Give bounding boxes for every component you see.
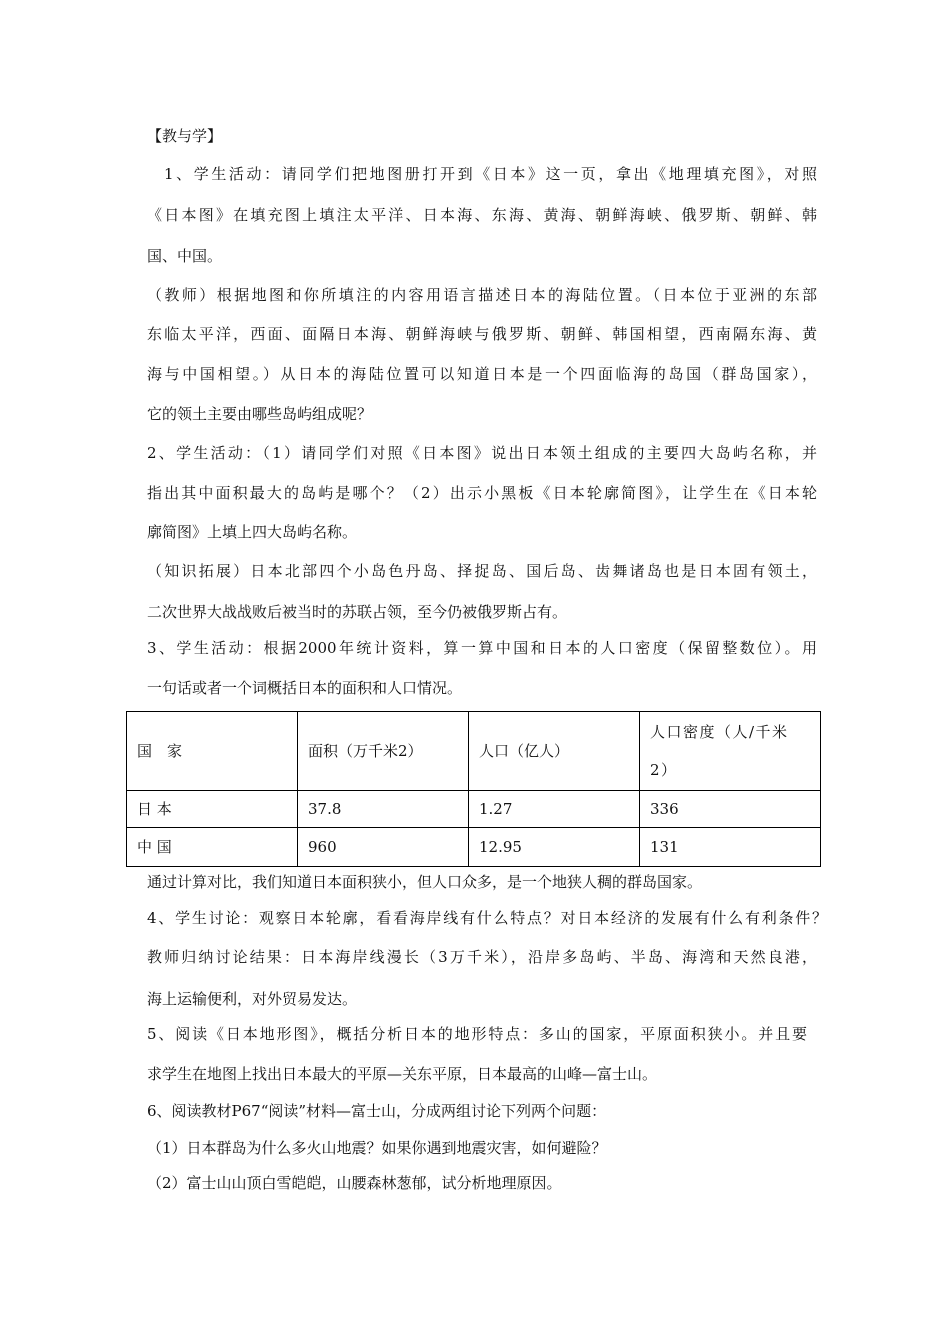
paragraph-line: 5、阅读《日本地形图》，概括分析日本的地形特点：多山的国家，平原面积狭小。并且要: [147, 1025, 807, 1043]
table-cell: 1.27: [469, 791, 640, 828]
table-cell: 131: [640, 828, 821, 867]
table-header-cell: 人口（亿人）: [469, 712, 640, 791]
section-heading: 【教与学】: [147, 127, 223, 145]
paragraph-line: 求学生在地图上找出日本最大的平原—关东平原，日本最高的山峰—富士山。: [147, 1065, 658, 1083]
table-row: [127, 791, 821, 828]
paragraph-line: 东临太平洋，西面、面隔日本海、朝鲜海峡与俄罗斯、朝鲜、韩国相望，西南隔东海、黄: [147, 325, 817, 343]
paragraph-line: 通过计算对比，我们知道日本面积狭小，但人口众多，是一个地狭人稠的群岛国家。: [147, 873, 703, 891]
table-row: [127, 828, 821, 867]
table-cell: 中 国: [127, 828, 298, 867]
density-header-line: 人口密度（人/千米: [650, 723, 789, 741]
paragraph-line: 6、阅读教材P67“阅读”材料—富士山，分成两组讨论下列两个问题：: [147, 1102, 607, 1120]
table-cell: 960: [298, 828, 469, 867]
table-header-cell: [640, 712, 821, 791]
paragraph-line: 《日本图》在填充图上填注太平洋、日本海、东海、黄海、朝鲜海峡、俄罗斯、朝鲜、韩: [147, 206, 817, 224]
paragraph-line: 2、学生活动：（1）请同学们对照《日本图》说出日本领土组成的主要四大岛屿名称，并: [147, 444, 817, 462]
paragraph-line: 二次世界大战战败后被当时的苏联占领，至今仍被俄罗斯占有。: [147, 603, 568, 621]
population-density-table: [126, 711, 821, 867]
paragraph-line: 海上运输便利，对外贸易发达。: [147, 990, 358, 1008]
paragraph-line: 廓简图》上填上四大岛屿名称。: [147, 523, 358, 541]
paragraph-line: 3、学生活动：根据2000年统计资料，算一算中国和日本的人口密度（保留整数位）。用: [147, 639, 817, 657]
paragraph-line: 指出其中面积最大的岛屿是哪个？（2）出示小黑板《日本轮廓简图》，让学生在《日本轮: [147, 484, 817, 502]
table-header-row: [127, 712, 821, 791]
table-cell: 37.8: [298, 791, 469, 828]
table-cell: 日 本: [127, 791, 298, 828]
paragraph-line: 它的领土主要由哪些岛屿组成呢？: [147, 405, 373, 423]
paragraph-line: （1）日本群岛为什么多火山地震？如果你遇到地震灾害，如何避险？: [147, 1139, 607, 1157]
paragraph-line: 1、学生活动：请同学们把地图册打开到《日本》这一页，拿出《地理填充图》，对照: [164, 165, 817, 183]
paragraph-line: 海与中国相望。）从日本的海陆位置可以知道日本是一个四面临海的岛国（群岛国家），: [147, 365, 817, 383]
paragraph-line: （2）富士山山顶白雪皑皑，山腰森林葱郁，试分析地理原因。: [147, 1174, 562, 1192]
density-header-line: 2）: [650, 761, 678, 779]
table-cell: 336: [640, 791, 821, 828]
table-cell: 12.95: [469, 828, 640, 867]
paragraph-line: （教师）根据地图和你所填注的内容用语言描述日本的海陆位置。（日本位于亚洲的东部: [147, 286, 817, 304]
table-header-cell: 面积（万千米2）: [298, 712, 469, 791]
paragraph-line: 国、中国。: [147, 247, 223, 265]
table-header-cell: 国 家: [127, 712, 298, 791]
paragraph-line: 一句话或者一个词概括日本的面积和人口情况。: [147, 679, 463, 697]
paragraph-line: 4、学生讨论：观察日本轮廓，看看海岸线有什么特点？对日本经济的发展有什么有利条件？: [147, 909, 827, 927]
paragraph-line: （知识拓展）日本北部四个小岛色丹岛、择捉岛、国后岛、齿舞诸岛也是日本固有领土，: [147, 562, 817, 580]
paragraph-line: 教师归纳讨论结果：日本海岸线漫长（3万千米），沿岸多岛屿、半岛、海湾和天然良港，: [147, 948, 817, 966]
